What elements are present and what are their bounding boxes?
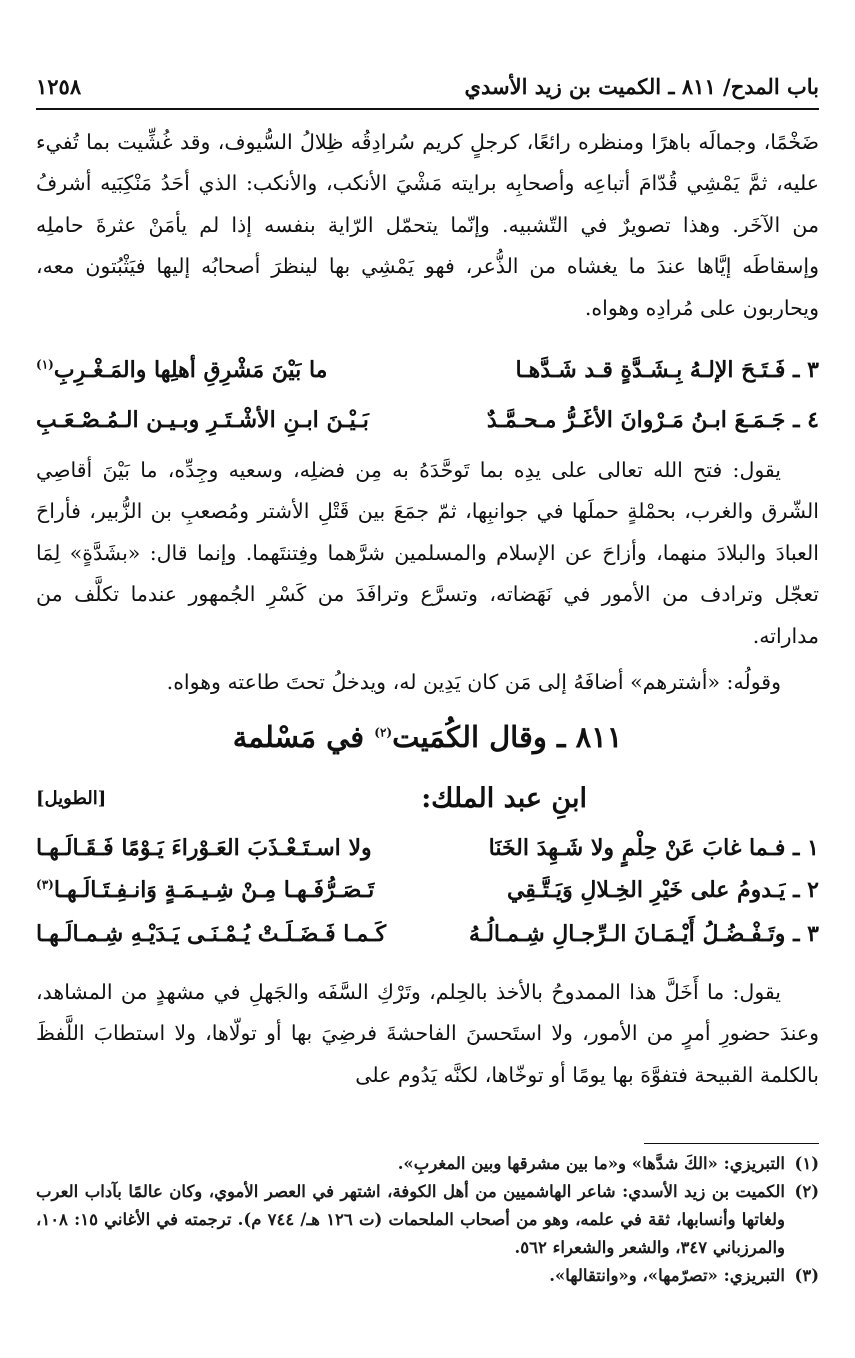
footnote-number: (٢) <box>794 1182 819 1201</box>
verse-line-4 <box>36 400 819 440</box>
verse-b-line-1 <box>36 828 819 868</box>
section-subtitle-row <box>36 778 819 818</box>
footnote-text: التبريزي: «تصرّمها»، و«وانتقالها». <box>549 1266 785 1285</box>
footnote-number: (٣) <box>794 1266 819 1285</box>
running-title: باب المدح/ ٨١١ ـ الكميت بن زيد الأسدي <box>464 73 819 99</box>
verse-first-hemistich: ٤ ـ جَـمَـعَ ابـنُ مَـرْوانَ الأغَـرُّ مـحـمَّـدٌ <box>486 407 819 433</box>
paragraph-3: وقولُه: «أشترهم» أضافَهُ إلى مَن كان يَدِين له، ويدخلُ تحتَ طاعته وهواه. <box>166 670 781 694</box>
verse-second-text: تَـصَـرُّفَـهـا مِـنْ شِـيـمَـةٍ وَانـفِـتَـالَـهـا <box>53 877 375 903</box>
verse-second-hemistich <box>36 357 327 383</box>
footnote-number: (١) <box>794 1154 819 1173</box>
section-subtitle: ابنِ عبد الملك: <box>421 782 587 814</box>
footnote-marker: (٣) <box>36 877 54 892</box>
book-page <box>36 0 819 1358</box>
paragraph-4: يقول: ما أَخَلَّ هذا الممدوحُ بالأخذ بالحِلم، وتَرْكِ السَّفَه والجَهلِ في مشهدٍ من المشاهد، وعندَ حضورِ أمرٍ من الأمور، ولا استَحسنَ الفاحشةَ فرضِيَ بها أو تولّاها، ولا استطابَ اللَّفظَ بالكلمة القبيحة فتفوَّهَ بها يومًا أو توخّاها، لكنَّه يَدُوم على <box>36 980 819 1087</box>
footnote-text: الكميت بن زيد الأسدي: شاعر الهاشميين من أهل الكوفة، اشتهر في العصر الأموي، وكان عالمًا بآداب العرب ولغاتها وأنسابها، ثقة في علمه، وهو من أصحاب الملحمات (ت ١٢٦ هـ/ ٧٤٤ م). ترجمته في الأغاني ١٥: ١٠٨، والمرزباني ٣٤٧، والشعر والشعراء ٥٦٢. <box>36 1182 785 1257</box>
verse-first-hemistich: ٢ ـ يَـدومُ على خَيْرِ الخِـلالِ وَيَـتَّـقِي <box>506 877 819 903</box>
paragraph-2: يقول: فتح الله تعالى على يدِه بما تَوحَّدَهُ به مِن فضلِه، وسعيه وجِدِّه، ما بَيْنَ أقاصِي الشّرق والغرب، بحمْلةٍ حملَها في جوانبِها، ثمّ جمَعَ بين قَتْلِ الأشتر ومُصعبِ بن الزُّبير، فأراحَ العبادَ والبلادَ منهما، وأزاحَ عن الإسلام والمسلمين شرَّهما وفِتنتَهما. وإنما قال: «بشَدَّةٍ» لِمَا تعجّل وترادف من الأمور في نَهَضاته، وتسرَّع وترافَدَ من كَسْرِ الجُمهور عندما تكلَّف من مداراته. <box>36 458 819 648</box>
verse-b-line-3 <box>36 914 819 954</box>
verse-second-hemistich: بَـيْـنَ ابـنِ الأشْـتَـرِ وبـيـن الـمُـصْـعَـبِ <box>36 407 369 433</box>
section-title-text: ٨١١ ـ وقال الكُمَيت <box>392 720 623 754</box>
paragraph-1: ضَخْمًا، وجمالَه باهرًا ومنظره رائعًا، كرجلٍ كريم سُرادِقُه ظِلالُ السُّيوف، وقد غُشِّيت بما تُفيء عليه، ثمَّ يَمْشِي قُدّامَ أتباعِه وأصحابِه برايته مَشْيَ الأنكب، والأنكب: الذي أحَدُ مَنْكِبَيه أشرفُ من الآخَر. وهذا تصويرٌ في التّشبيه. وإنّما يتحمّل الرّاية بنفسه إذا لم يأمَنْ عثرةَ حاملِه وإسقاطَه إيَّاها عندَ ما يغشاه من الذُّعر، فهو يَمْشِي بها لينظرَ أصحابُه إليها فيَثْبُتون معه، ويحاربون على مُرادِه وهواه. <box>36 130 819 320</box>
verse-first-hemistich: ٣ ـ وتَـفْـضُـلُ أَيْـمَـانَ الـرِّجـالِ شِـمـالُـهُ <box>468 921 819 947</box>
footnote-marker: (١) <box>36 357 54 372</box>
verse-first-hemistich: ٣ ـ فَـتَـحَ الإلـهُ بِـشَـدَّةٍ قـد شَـدَّهـا <box>515 357 819 383</box>
verse-first-hemistich: ١ ـ فـما غابَ عَنْ حِلْمٍ ولا شَـهِدَ الخَنَا <box>488 835 819 861</box>
verse-second-hemistich: كَـمـا فَـضَـلَـتْ يُـمْـنَـى يَـدَيْـهِ شِـمـالَـهـا <box>36 921 387 947</box>
footnote-divider <box>644 1143 819 1144</box>
running-header <box>36 70 819 102</box>
footnote-text: التبريزي: «الكَ شدَّها» و«ما بين مشرقها وبين المغربِ». <box>397 1154 785 1173</box>
footnote-1 <box>36 1150 819 1178</box>
footnote-3 <box>36 1262 819 1290</box>
verse-second-hemistich: ولا اسـتَـعْـذَبَ العَـوْراءَ يَـوْمًا فَـقَـالَـهـا <box>36 835 372 861</box>
footnote-marker: (٢) <box>374 725 393 740</box>
section-title <box>36 720 819 770</box>
header-divider <box>36 108 819 110</box>
section-title-end: في مَسْلمة <box>232 720 365 754</box>
poetic-meter-label: [الطويل] <box>36 787 107 809</box>
verse-second-text: ما بَيْنَ مَشْرِقِ أهلِها والمَـغْـرِبِ <box>53 357 328 383</box>
verse-line-3 <box>36 350 819 390</box>
footnote-2 <box>36 1178 819 1262</box>
page-number: ١٢٥٨ <box>36 73 82 99</box>
verse-b-line-2 <box>36 870 819 910</box>
verse-second-hemistich <box>36 877 374 903</box>
